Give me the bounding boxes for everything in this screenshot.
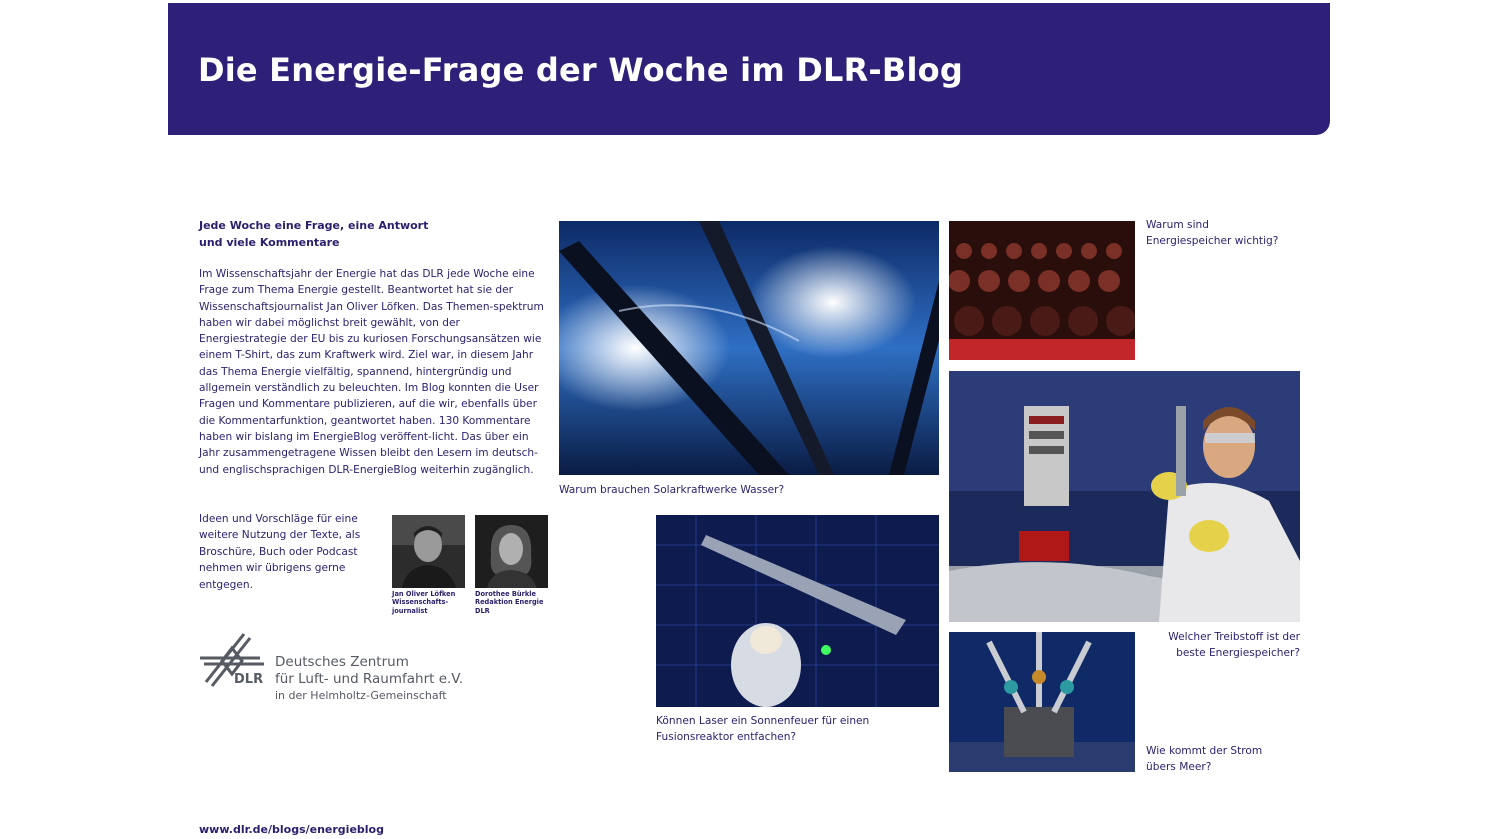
- storage-caption-line2: Energiespeicher wichtig?: [1146, 235, 1279, 248]
- logo-line1: Deutsches Zentrum: [275, 654, 409, 670]
- portrait-caption-loefken: [392, 590, 472, 615]
- person-role: Wissenschafts-: [392, 598, 449, 607]
- portrait-dorothee-buerkle: [475, 515, 548, 588]
- storage-caption: [1146, 217, 1278, 250]
- logo-abbreviation: DLR: [234, 672, 264, 687]
- logo-wordmark: [275, 654, 463, 704]
- power-caption: [1146, 743, 1262, 776]
- laser-caption: [656, 713, 869, 746]
- intro-heading: [199, 217, 499, 251]
- page-title: Die Energie-Frage der Woche im DLR-Blog: [198, 51, 963, 89]
- power-transmission-photo: [949, 632, 1135, 772]
- logo-line3: in der Helmholtz-Gemeinschaft: [275, 689, 447, 702]
- energy-storage-photo: [949, 221, 1135, 360]
- header-banner: [168, 3, 1330, 135]
- laser-caption-line1: Können Laser ein Sonnenfeuer für einen: [656, 715, 870, 727]
- fusion-laser-photo: [656, 515, 939, 707]
- solar-caption: Warum brauchen Solarkraftwerke Wasser?: [559, 484, 785, 496]
- person-name: Jan Oliver Löfken: [392, 590, 456, 598]
- laser-caption-line2: Fusionsreaktor entfachen?: [656, 731, 797, 744]
- person-role: Redaktion Energie: [475, 598, 544, 607]
- dlr-logo: [198, 632, 498, 712]
- person-role: DLR: [475, 606, 490, 615]
- intro-heading-line1: Jede Woche eine Frage, eine Antwort: [199, 219, 429, 232]
- portrait-caption-buerkle: [475, 590, 555, 615]
- lab-scientist-photo: [949, 371, 1300, 622]
- solar-plant-photo: [559, 221, 939, 475]
- fuel-caption-line2: beste Energiespeicher?: [1176, 647, 1300, 660]
- portrait-jan-oliver-loefken: [392, 515, 465, 588]
- fuel-caption: [1166, 629, 1300, 662]
- power-caption-line2: übers Meer?: [1146, 761, 1212, 774]
- person-name: Dorothee Bürkle: [475, 590, 536, 598]
- intro-body: Im Wissenschaftsjahr der Energie hat das DLR jede Woche eine Frage zum Thema Energie gestellt. Beantwortet hat sie der Wissenschaftsjournalist Jan Oliver Löfken. Das Themen-spektrum haben wir dabei möglichst breit gewählt, von der Energiestrategie der EU bis zu kuriosen Forschungsansätzen wie einem T-Shirt, das zum Kraftwerk wird. Ziel war, in diesem Jahr das Thema Energie vielfältig, spannend, hintergründig und allgemein verständlich zu beleuchten. Im Blog konnten die User Fragen und Kommentare publizieren, auf die wir, ebenfalls über die Kommentarfunktion, geantwortet haben. 130 Kommentare haben wir bislang im EnergieBlog veröffent-licht. Das über ein Jahr zusammengetragene Wissen bleibt den Lesern im deutsch- und englischsprachigen DLR-EnergieBlog weiterhin zugänglich.: [199, 268, 544, 476]
- intro-heading-line2: und viele Kommentare: [199, 236, 340, 249]
- ideas-text: Ideen und Vorschläge für eine weitere Nutzung der Texte, als Broschüre, Buch oder Podcast nehmen wir übrigens gerne entgegen.: [199, 513, 361, 591]
- storage-caption-line1: Warum sind: [1146, 219, 1209, 231]
- power-caption-line1: Wie kommt der Strom: [1146, 745, 1263, 757]
- blog-url-link[interactable]: www.dlr.de/blogs/energieblog: [199, 823, 384, 836]
- person-role: journalist: [392, 606, 428, 615]
- fuel-caption-line1: Welcher Treibstoff ist der: [1168, 631, 1300, 643]
- logo-line2: für Luft- und Raumfahrt e.V.: [275, 671, 464, 687]
